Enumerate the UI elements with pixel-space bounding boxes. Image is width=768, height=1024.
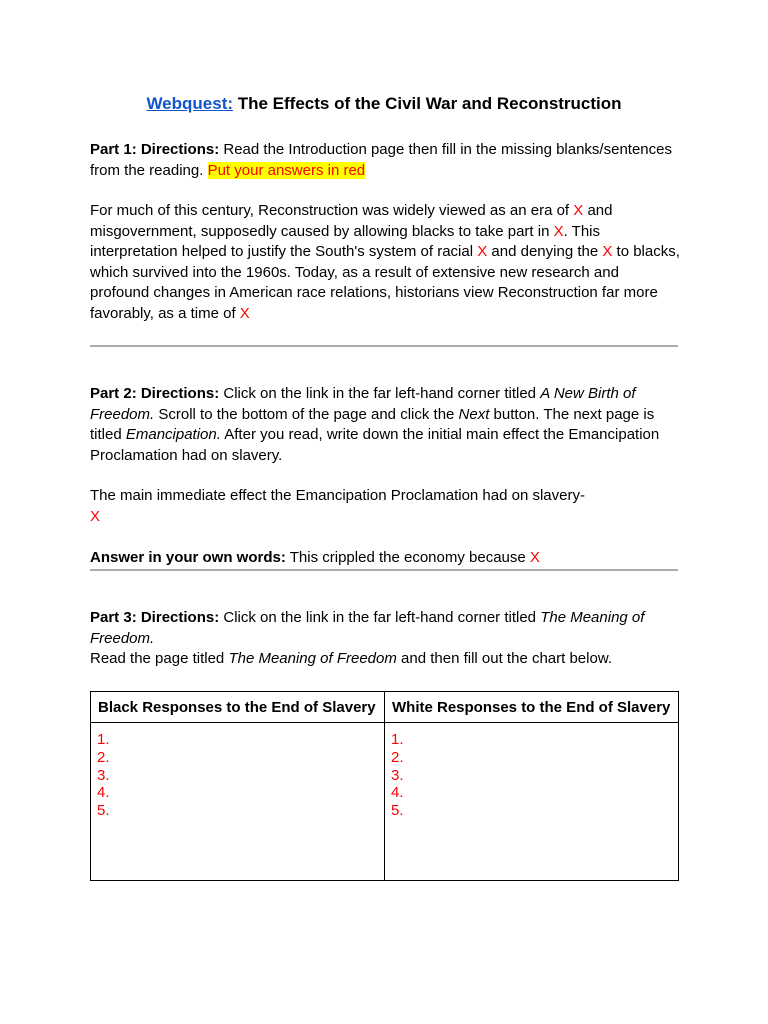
part2-question bbox=[90, 486, 680, 527]
own-words-text: This crippled the economy because bbox=[285, 549, 530, 566]
list-item: 2. bbox=[97, 748, 110, 766]
black-responses-cell[interactable] bbox=[91, 723, 385, 881]
list-item: 3. bbox=[97, 766, 110, 784]
list-item: 4. bbox=[97, 784, 110, 802]
part3-label: Part 3: Directions: bbox=[90, 609, 220, 626]
answer-blank[interactable]: X bbox=[477, 243, 488, 261]
part1-paragraph bbox=[90, 201, 680, 325]
responses-table bbox=[90, 691, 679, 881]
part3-text: and then fill out the chart below. bbox=[396, 650, 613, 668]
list-item: 5. bbox=[391, 802, 404, 820]
section-divider bbox=[90, 569, 678, 571]
para-text: For much of this century, Reconstruction was widely viewed as an era of bbox=[90, 202, 574, 219]
own-words-label: Answer in your own words: bbox=[90, 549, 286, 566]
list-item: 1. bbox=[391, 731, 404, 748]
answer-blank[interactable]: X bbox=[90, 507, 101, 525]
para-text: and denying the bbox=[487, 243, 603, 261]
answer-blank[interactable]: X bbox=[573, 202, 584, 219]
part2-label: Part 2: Directions: bbox=[90, 385, 220, 402]
list-item: 2. bbox=[391, 748, 404, 766]
part1-directions bbox=[90, 140, 680, 181]
part3-link-title: The Meaning of Freedom. bbox=[90, 609, 645, 647]
part2-page-title: Emancipation. bbox=[125, 426, 221, 444]
table-header-white-responses: White Responses to the End of Slavery bbox=[385, 692, 679, 723]
part2-next-ref: Next bbox=[458, 405, 490, 423]
part3-directions bbox=[90, 608, 680, 670]
part3-text: Click on the link in the far left-hand corner titled bbox=[219, 609, 541, 626]
part2-link-title: A New Birth of Freedom. bbox=[90, 385, 636, 423]
para-text: . This interpretation helped to justify the South's system of racial bbox=[90, 222, 601, 261]
list-item: 4. bbox=[391, 784, 404, 802]
white-responses-cell[interactable] bbox=[385, 723, 679, 881]
table-header-black-responses: Black Responses to the End of Slavery bbox=[91, 692, 385, 723]
list-item: 1. bbox=[97, 731, 110, 748]
own-words-answer bbox=[90, 548, 680, 569]
answer-blank[interactable]: X bbox=[553, 222, 564, 240]
para-text: to blacks, which survived into the 1960s. Today, as a result of extensive new research and profound changes in American race relations, historians view Reconstruction far more favorably, as a time of bbox=[90, 243, 680, 322]
para-text: and misgovernment, supposedly caused by allowing blacks to take part in bbox=[90, 202, 613, 240]
part2-text: button. The next page is titled bbox=[90, 405, 655, 444]
question-text: The main immediate effect the Emancipation Proclamation had on slavery- bbox=[90, 487, 585, 504]
part3-text: Read the page titled bbox=[90, 650, 229, 668]
answer-blank[interactable]: X bbox=[239, 304, 250, 322]
part1-text: Read the Introduction page then fill in the missing blanks/sentences from the reading. bbox=[90, 141, 672, 179]
part2-text: Scroll to the bottom of the page and click the bbox=[154, 405, 459, 423]
part2-text: Click on the link in the far left-hand corner titled bbox=[219, 385, 541, 402]
page-title bbox=[0, 93, 768, 115]
list-item: 3. bbox=[391, 766, 404, 784]
answer-instruction-highlight: Put your answers in red bbox=[207, 161, 366, 179]
webquest-link[interactable]: Webquest: bbox=[146, 94, 234, 113]
title-text: The Effects of the Civil War and Reconstruction bbox=[233, 94, 622, 113]
part1-label: Part 1: Directions: bbox=[90, 141, 220, 158]
part2-directions bbox=[90, 384, 680, 466]
part2-text: After you read, write down the initial main effect the Emancipation Proclamation had on slavery. bbox=[90, 426, 660, 464]
section-divider bbox=[90, 345, 678, 347]
list-item: 5. bbox=[97, 802, 110, 820]
part3-page-title: The Meaning of Freedom bbox=[228, 650, 397, 668]
answer-blank[interactable]: X bbox=[529, 549, 540, 566]
answer-blank[interactable]: X bbox=[602, 243, 613, 261]
